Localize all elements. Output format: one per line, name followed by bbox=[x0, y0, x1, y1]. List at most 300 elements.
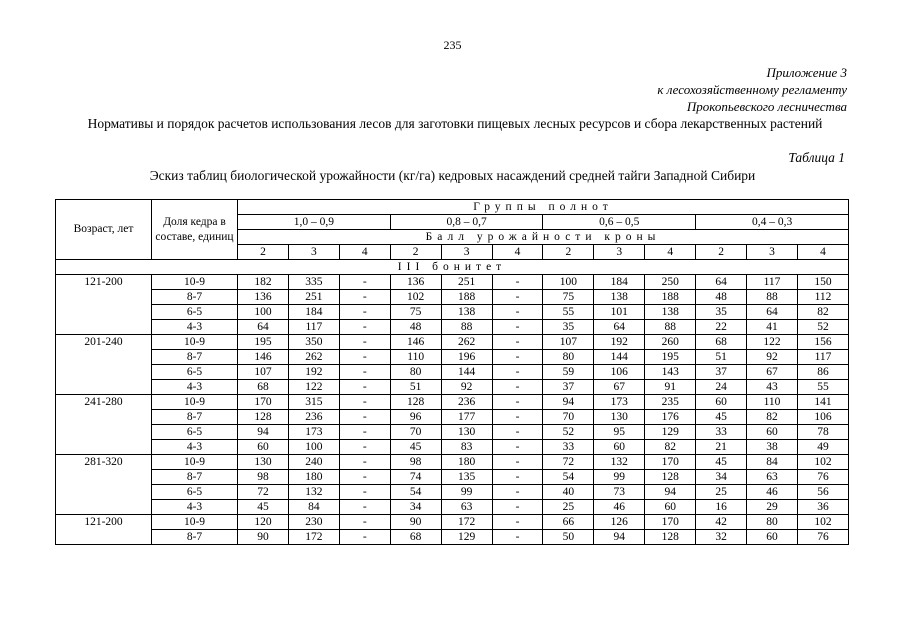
table-label: Таблица 1 bbox=[788, 150, 845, 165]
yield-cell: 82 bbox=[645, 440, 696, 455]
table-row bbox=[56, 410, 849, 425]
yield-cell: - bbox=[492, 485, 543, 500]
table-row bbox=[56, 530, 849, 545]
yield-cell: 192 bbox=[594, 335, 645, 350]
yield-cell: - bbox=[339, 320, 390, 335]
yield-cell: 74 bbox=[390, 470, 441, 485]
table-row bbox=[56, 320, 849, 335]
yield-cell: 72 bbox=[238, 485, 289, 500]
header-score-value: 4 bbox=[797, 245, 848, 260]
yield-cell: 129 bbox=[441, 530, 492, 545]
header-age: Возраст, лет bbox=[56, 200, 152, 260]
table-caption: Эскиз таблиц биологической урожайности (кг/га) кедровых насаждений средней тайги Западной Сибири bbox=[149, 168, 756, 183]
header-score-value: 4 bbox=[645, 245, 696, 260]
yield-cell: 36 bbox=[797, 500, 848, 515]
yield-cell: 43 bbox=[747, 380, 798, 395]
header-score-value: 2 bbox=[543, 245, 594, 260]
yield-cell: 33 bbox=[543, 440, 594, 455]
yield-cell: - bbox=[339, 485, 390, 500]
yield-cell: 94 bbox=[543, 395, 594, 410]
share-cell: 10-9 bbox=[152, 455, 238, 470]
yield-cell: 51 bbox=[696, 350, 747, 365]
yield-cell: 94 bbox=[594, 530, 645, 545]
yield-cell: 29 bbox=[747, 500, 798, 515]
yield-cell: 75 bbox=[390, 305, 441, 320]
yield-cell: 106 bbox=[594, 365, 645, 380]
header-density: 1,0 – 0,9 bbox=[238, 215, 391, 230]
yield-cell: 41 bbox=[747, 320, 798, 335]
yield-cell: 22 bbox=[696, 320, 747, 335]
yield-cell: 51 bbox=[390, 380, 441, 395]
yield-cell: - bbox=[492, 380, 543, 395]
yield-cell: 94 bbox=[238, 425, 289, 440]
yield-cell: - bbox=[339, 515, 390, 530]
yield-cell: 188 bbox=[645, 290, 696, 305]
yield-cell: 98 bbox=[238, 470, 289, 485]
yield-cell: 117 bbox=[747, 275, 798, 290]
table-row bbox=[56, 365, 849, 380]
header-score-value: 2 bbox=[696, 245, 747, 260]
yield-cell: - bbox=[492, 320, 543, 335]
table-row bbox=[56, 305, 849, 320]
yield-cell: - bbox=[339, 350, 390, 365]
yield-cell: 60 bbox=[696, 395, 747, 410]
yield-cell: - bbox=[339, 500, 390, 515]
yield-cell: 110 bbox=[747, 395, 798, 410]
share-cell: 6-5 bbox=[152, 485, 238, 500]
age-cell bbox=[56, 440, 152, 455]
yield-cell: 170 bbox=[645, 455, 696, 470]
yield-cell: 68 bbox=[390, 530, 441, 545]
share-cell: 8-7 bbox=[152, 290, 238, 305]
age-cell: 121-200 bbox=[56, 275, 152, 290]
share-cell: 8-7 bbox=[152, 470, 238, 485]
yield-cell: 107 bbox=[238, 365, 289, 380]
yield-cell: 182 bbox=[238, 275, 289, 290]
yield-cell: - bbox=[339, 455, 390, 470]
yield-cell: 184 bbox=[288, 305, 339, 320]
yield-cell: 107 bbox=[543, 335, 594, 350]
yield-cell: 52 bbox=[797, 320, 848, 335]
yield-cell: 100 bbox=[238, 305, 289, 320]
yield-cell: 100 bbox=[543, 275, 594, 290]
yield-cell: 83 bbox=[441, 440, 492, 455]
appendix-line: Прокопьевского лесничества bbox=[686, 99, 847, 114]
yield-cell: 55 bbox=[797, 380, 848, 395]
header-density: 0,8 – 0,7 bbox=[390, 215, 543, 230]
yield-cell: 80 bbox=[747, 515, 798, 530]
yield-cell: 130 bbox=[238, 455, 289, 470]
yield-cell: 138 bbox=[441, 305, 492, 320]
yield-cell: 315 bbox=[288, 395, 339, 410]
age-cell: 241-280 bbox=[56, 395, 152, 410]
yield-cell: 144 bbox=[594, 350, 645, 365]
yield-cell: 172 bbox=[441, 515, 492, 530]
yield-cell: - bbox=[492, 440, 543, 455]
yield-cell: 132 bbox=[594, 455, 645, 470]
yield-cell: 99 bbox=[594, 470, 645, 485]
yield-cell: 188 bbox=[441, 290, 492, 305]
yield-cell: 98 bbox=[390, 455, 441, 470]
yield-cell: 80 bbox=[390, 365, 441, 380]
yield-cell: 86 bbox=[797, 365, 848, 380]
yield-cell: - bbox=[339, 305, 390, 320]
yield-cell: 60 bbox=[747, 530, 798, 545]
age-cell bbox=[56, 380, 152, 395]
yield-cell: - bbox=[339, 335, 390, 350]
table-row bbox=[56, 380, 849, 395]
yield-cell: 146 bbox=[390, 335, 441, 350]
yield-cell: 141 bbox=[797, 395, 848, 410]
yield-cell: 68 bbox=[238, 380, 289, 395]
share-cell: 6-5 bbox=[152, 425, 238, 440]
share-cell: 8-7 bbox=[152, 350, 238, 365]
yield-cell: 37 bbox=[696, 365, 747, 380]
share-cell: 6-5 bbox=[152, 365, 238, 380]
yield-cell: 37 bbox=[543, 380, 594, 395]
yield-cell: 38 bbox=[747, 440, 798, 455]
yield-cell: 136 bbox=[238, 290, 289, 305]
yield-cell: - bbox=[339, 275, 390, 290]
age-cell: 281-320 bbox=[56, 455, 152, 470]
yield-cell: 35 bbox=[543, 320, 594, 335]
header-score-value: 3 bbox=[747, 245, 798, 260]
yield-cell: 60 bbox=[238, 440, 289, 455]
yield-cell: 55 bbox=[543, 305, 594, 320]
yield-cell: 195 bbox=[238, 335, 289, 350]
yield-cell: 25 bbox=[696, 485, 747, 500]
yield-cell: 250 bbox=[645, 275, 696, 290]
yield-cell: 196 bbox=[441, 350, 492, 365]
yield-cell: 180 bbox=[288, 470, 339, 485]
yield-cell: 177 bbox=[441, 410, 492, 425]
yield-cell: 75 bbox=[543, 290, 594, 305]
header-score-value: 3 bbox=[288, 245, 339, 260]
document-title: Нормативы и порядок расчетов использования лесов для заготовки пищевых лесных ресурсов и сбора лекарственных растений bbox=[87, 116, 823, 131]
table-row bbox=[56, 275, 849, 290]
yield-cell: 132 bbox=[288, 485, 339, 500]
yield-cell: 144 bbox=[441, 365, 492, 380]
yield-cell: 68 bbox=[696, 335, 747, 350]
yield-cell: 24 bbox=[696, 380, 747, 395]
age-cell bbox=[56, 350, 152, 365]
bonitet-label: III бонитет bbox=[56, 260, 849, 275]
yield-cell: 120 bbox=[238, 515, 289, 530]
yield-cell: - bbox=[339, 290, 390, 305]
yield-cell: 102 bbox=[797, 455, 848, 470]
yield-cell: 90 bbox=[238, 530, 289, 545]
yield-cell: 129 bbox=[645, 425, 696, 440]
yield-cell: 88 bbox=[441, 320, 492, 335]
yield-cell: 180 bbox=[441, 455, 492, 470]
yield-cell: - bbox=[492, 365, 543, 380]
yield-cell: 76 bbox=[797, 470, 848, 485]
age-cell bbox=[56, 290, 152, 305]
yield-cell: 117 bbox=[288, 320, 339, 335]
yield-cell: 40 bbox=[543, 485, 594, 500]
yield-cell: 135 bbox=[441, 470, 492, 485]
yield-cell: 63 bbox=[747, 470, 798, 485]
yield-cell: 34 bbox=[696, 470, 747, 485]
yield-cell: 88 bbox=[645, 320, 696, 335]
yield-cell: 170 bbox=[645, 515, 696, 530]
yield-cell: 59 bbox=[543, 365, 594, 380]
share-cell: 6-5 bbox=[152, 305, 238, 320]
age-cell bbox=[56, 410, 152, 425]
yield-cell: 110 bbox=[390, 350, 441, 365]
table-row bbox=[56, 395, 849, 410]
yield-cell: 184 bbox=[594, 275, 645, 290]
yield-cell: - bbox=[492, 530, 543, 545]
share-cell: 8-7 bbox=[152, 530, 238, 545]
yield-cell: 126 bbox=[594, 515, 645, 530]
yield-cell: 48 bbox=[696, 290, 747, 305]
yield-cell: 112 bbox=[797, 290, 848, 305]
table-row bbox=[56, 515, 849, 530]
yield-cell: 64 bbox=[238, 320, 289, 335]
yield-cell: - bbox=[339, 395, 390, 410]
yield-cell: 128 bbox=[645, 530, 696, 545]
yield-cell: 94 bbox=[645, 485, 696, 500]
yield-cell: 21 bbox=[696, 440, 747, 455]
yield-cell: 170 bbox=[238, 395, 289, 410]
yield-cell: 236 bbox=[288, 410, 339, 425]
yield-cell: 82 bbox=[797, 305, 848, 320]
yield-cell: 143 bbox=[645, 365, 696, 380]
age-cell: 121-200 bbox=[56, 515, 152, 530]
yield-cell: 54 bbox=[543, 470, 594, 485]
share-cell: 8-7 bbox=[152, 410, 238, 425]
yield-cell: 150 bbox=[797, 275, 848, 290]
header-score-value: 3 bbox=[441, 245, 492, 260]
yield-cell: 350 bbox=[288, 335, 339, 350]
yield-cell: - bbox=[492, 410, 543, 425]
yield-cell: 42 bbox=[696, 515, 747, 530]
header-score-value: 3 bbox=[594, 245, 645, 260]
yield-cell: - bbox=[492, 425, 543, 440]
yield-cell: 32 bbox=[696, 530, 747, 545]
yield-cell: 84 bbox=[288, 500, 339, 515]
yield-cell: 138 bbox=[645, 305, 696, 320]
age-cell bbox=[56, 530, 152, 545]
yield-cell: 236 bbox=[441, 395, 492, 410]
yield-cell: 106 bbox=[797, 410, 848, 425]
yield-cell: 46 bbox=[747, 485, 798, 500]
age-cell bbox=[56, 485, 152, 500]
yield-cell: 60 bbox=[645, 500, 696, 515]
yield-cell: 64 bbox=[594, 320, 645, 335]
yield-cell: 48 bbox=[390, 320, 441, 335]
yield-cell: 96 bbox=[390, 410, 441, 425]
yield-cell: 138 bbox=[594, 290, 645, 305]
yield-cell: - bbox=[339, 440, 390, 455]
age-cell bbox=[56, 500, 152, 515]
yield-cell: 82 bbox=[747, 410, 798, 425]
yield-cell: 60 bbox=[747, 425, 798, 440]
share-cell: 4-3 bbox=[152, 440, 238, 455]
yield-cell: 73 bbox=[594, 485, 645, 500]
header-score-value: 4 bbox=[339, 245, 390, 260]
yield-cell: 251 bbox=[441, 275, 492, 290]
table-row bbox=[56, 500, 849, 515]
yield-cell: 176 bbox=[645, 410, 696, 425]
header-score-value: 4 bbox=[492, 245, 543, 260]
yield-cell: 78 bbox=[797, 425, 848, 440]
yield-cell: 34 bbox=[390, 500, 441, 515]
yield-cell: 235 bbox=[645, 395, 696, 410]
header-density-groups: Группы полнот bbox=[238, 200, 849, 215]
header-score-value: 2 bbox=[238, 245, 289, 260]
yield-cell: 173 bbox=[594, 395, 645, 410]
yield-cell: 102 bbox=[390, 290, 441, 305]
yield-cell: - bbox=[492, 455, 543, 470]
yield-cell: 90 bbox=[390, 515, 441, 530]
yield-cell: 99 bbox=[441, 485, 492, 500]
yield-cell: 56 bbox=[797, 485, 848, 500]
yield-cell: 52 bbox=[543, 425, 594, 440]
header-density: 0,4 – 0,3 bbox=[696, 215, 849, 230]
share-cell: 4-3 bbox=[152, 320, 238, 335]
appendix-line: к лесохозяйственному регламенту bbox=[657, 82, 847, 97]
yield-cell: 136 bbox=[390, 275, 441, 290]
age-cell bbox=[56, 305, 152, 320]
table-row bbox=[56, 455, 849, 470]
yield-cell: 46 bbox=[594, 500, 645, 515]
yield-cell: 122 bbox=[747, 335, 798, 350]
yield-cell: 67 bbox=[594, 380, 645, 395]
yield-cell: - bbox=[492, 470, 543, 485]
yield-cell: 195 bbox=[645, 350, 696, 365]
yield-cell: 91 bbox=[645, 380, 696, 395]
yield-cell: 102 bbox=[797, 515, 848, 530]
yield-cell: - bbox=[492, 350, 543, 365]
table-row bbox=[56, 485, 849, 500]
yield-cell: - bbox=[339, 410, 390, 425]
yield-cell: - bbox=[492, 500, 543, 515]
age-cell: 201-240 bbox=[56, 335, 152, 350]
yield-cell: 156 bbox=[797, 335, 848, 350]
appendix-note bbox=[657, 64, 847, 115]
yield-cell: 92 bbox=[441, 380, 492, 395]
yield-cell: - bbox=[492, 395, 543, 410]
yield-cell: 88 bbox=[747, 290, 798, 305]
share-cell: 10-9 bbox=[152, 395, 238, 410]
yield-cell: 72 bbox=[543, 455, 594, 470]
yield-cell: 100 bbox=[288, 440, 339, 455]
age-cell bbox=[56, 320, 152, 335]
yield-cell: 84 bbox=[747, 455, 798, 470]
yield-cell: 16 bbox=[696, 500, 747, 515]
yield-cell: 70 bbox=[543, 410, 594, 425]
yield-cell: 45 bbox=[696, 455, 747, 470]
share-cell: 10-9 bbox=[152, 335, 238, 350]
share-cell: 10-9 bbox=[152, 515, 238, 530]
yield-cell: 76 bbox=[797, 530, 848, 545]
header-score-value: 2 bbox=[390, 245, 441, 260]
yield-cell: 128 bbox=[645, 470, 696, 485]
yield-cell: 35 bbox=[696, 305, 747, 320]
header-density: 0,6 – 0,5 bbox=[543, 215, 696, 230]
yield-cell: 45 bbox=[390, 440, 441, 455]
yield-cell: 128 bbox=[238, 410, 289, 425]
yield-cell: 172 bbox=[288, 530, 339, 545]
share-cell: 4-3 bbox=[152, 380, 238, 395]
yield-cell: 63 bbox=[441, 500, 492, 515]
age-cell bbox=[56, 470, 152, 485]
yield-cell: 146 bbox=[238, 350, 289, 365]
yield-cell: 262 bbox=[288, 350, 339, 365]
yield-cell: - bbox=[339, 365, 390, 380]
yield-cell: - bbox=[339, 380, 390, 395]
yield-cell: - bbox=[492, 305, 543, 320]
yield-cell: 260 bbox=[645, 335, 696, 350]
header-crown-score: Балл урожайности кроны bbox=[238, 230, 849, 245]
yield-cell: 173 bbox=[288, 425, 339, 440]
yield-cell: 122 bbox=[288, 380, 339, 395]
yield-cell: - bbox=[492, 335, 543, 350]
yield-cell: - bbox=[492, 275, 543, 290]
yield-cell: 45 bbox=[696, 410, 747, 425]
yield-cell: 262 bbox=[441, 335, 492, 350]
yield-cell: 66 bbox=[543, 515, 594, 530]
yield-cell: 251 bbox=[288, 290, 339, 305]
header-cedar-share: Доля кедра в составе, единиц bbox=[152, 200, 238, 260]
table-row bbox=[56, 440, 849, 455]
table-row bbox=[56, 350, 849, 365]
yield-cell: - bbox=[339, 425, 390, 440]
yield-cell: 49 bbox=[797, 440, 848, 455]
yield-cell: 95 bbox=[594, 425, 645, 440]
yield-cell: - bbox=[492, 290, 543, 305]
yield-cell: 60 bbox=[594, 440, 645, 455]
yield-cell: 70 bbox=[390, 425, 441, 440]
yield-cell: 80 bbox=[543, 350, 594, 365]
yield-cell: 92 bbox=[747, 350, 798, 365]
yield-cell: 335 bbox=[288, 275, 339, 290]
table-row bbox=[56, 290, 849, 305]
yield-cell: 54 bbox=[390, 485, 441, 500]
yield-cell: 230 bbox=[288, 515, 339, 530]
age-cell bbox=[56, 365, 152, 380]
page-number: 235 bbox=[443, 38, 462, 52]
yield-cell: 240 bbox=[288, 455, 339, 470]
yield-cell: 64 bbox=[747, 305, 798, 320]
yield-cell: 128 bbox=[390, 395, 441, 410]
yield-cell: 192 bbox=[288, 365, 339, 380]
yield-cell: 45 bbox=[238, 500, 289, 515]
yield-cell: - bbox=[339, 470, 390, 485]
yield-cell: 101 bbox=[594, 305, 645, 320]
share-cell: 4-3 bbox=[152, 500, 238, 515]
age-cell bbox=[56, 425, 152, 440]
yield-cell: 50 bbox=[543, 530, 594, 545]
yield-cell: 117 bbox=[797, 350, 848, 365]
share-cell: 10-9 bbox=[152, 275, 238, 290]
table-row bbox=[56, 470, 849, 485]
appendix-line: Приложение 3 bbox=[766, 65, 847, 80]
table-row bbox=[56, 425, 849, 440]
yield-cell: - bbox=[492, 515, 543, 530]
yield-cell: 25 bbox=[543, 500, 594, 515]
yield-cell: 130 bbox=[594, 410, 645, 425]
table-row bbox=[56, 335, 849, 350]
yield-cell: - bbox=[339, 530, 390, 545]
yield-cell: 33 bbox=[696, 425, 747, 440]
yield-cell: 130 bbox=[441, 425, 492, 440]
yield-cell: 64 bbox=[696, 275, 747, 290]
yield-table bbox=[55, 199, 849, 545]
yield-cell: 67 bbox=[747, 365, 798, 380]
